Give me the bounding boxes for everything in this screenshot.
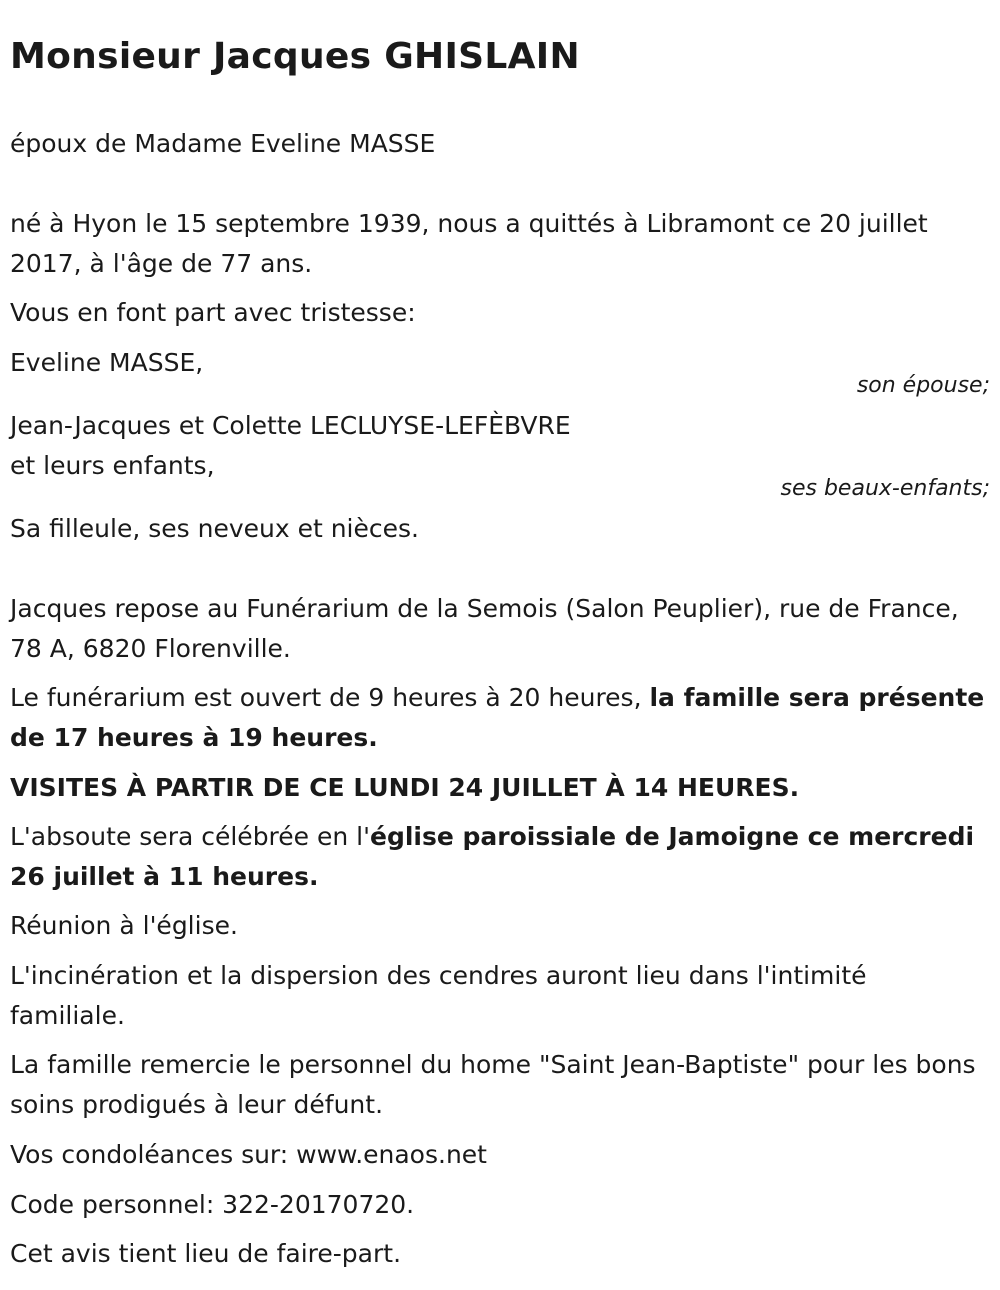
- meeting-notice: Réunion à l'église.: [10, 911, 238, 940]
- rest-location-paragraph: Jacques repose au Funérarium de la Semois (Salon Peuplier), rue de France, 78 A, 6820 Florenville.: [10, 594, 959, 663]
- opening-hours-text: Le funérarium est ouvert de 9 heures à 20 heures,: [10, 683, 650, 712]
- cremation-paragraph: L'incinération et la dispersion des cendres auront lieu dans l'intimité familiale.: [10, 961, 867, 1030]
- family-member-name-continued: et leurs enfants,: [10, 451, 215, 480]
- birth-death-paragraph: né à Hyon le 15 septembre 1939, nous a quittés à Libramont ce 20 juillet 2017, à l'âge de 77 ans.: [10, 209, 928, 278]
- announcement-intro: Vous en font part avec tristesse:: [10, 298, 416, 327]
- ceremony-location-text: église paroissiale de Jamoigne ce mercredi 26 juillet à 11 heures.: [10, 822, 975, 891]
- ceremony-paragraph: [10, 817, 985, 897]
- opening-hours-paragraph: [10, 678, 985, 758]
- family-member-relation: son épouse;: [856, 373, 990, 398]
- other-relatives: Sa filleule, ses neveux et nièces.: [10, 514, 419, 543]
- visits-notice: VISITES À PARTIR DE CE LUNDI 24 JUILLET À 14 HEURES.: [10, 773, 800, 802]
- family-member-name: Eveline MASSE,: [10, 348, 204, 377]
- family-member-relation: ses beaux-enfants;: [780, 476, 990, 501]
- family-member-name: Jean-Jacques et Colette LECLUYSE-LEFÈBVRE: [10, 411, 571, 440]
- thanks-paragraph: La famille remercie le personnel du home "Saint Jean-Baptiste" pour les bons soins prodigués à leur défunt.: [10, 1050, 976, 1119]
- closing-line: Cet avis tient lieu de faire-part.: [10, 1239, 402, 1268]
- spouse-line: époux de Madame Eveline MASSE: [10, 129, 436, 158]
- page-title: Monsieur Jacques GHISLAIN: [10, 36, 580, 77]
- family-presence-text: la famille sera présente de 17 heures à 19 heures.: [10, 683, 985, 752]
- ceremony-text: L'absoute sera célébrée en l': [10, 822, 370, 851]
- condolences-line: Vos condoléances sur: www.enaos.net: [10, 1140, 487, 1169]
- personal-code-line: Code personnel: 322-20170720.: [10, 1190, 415, 1219]
